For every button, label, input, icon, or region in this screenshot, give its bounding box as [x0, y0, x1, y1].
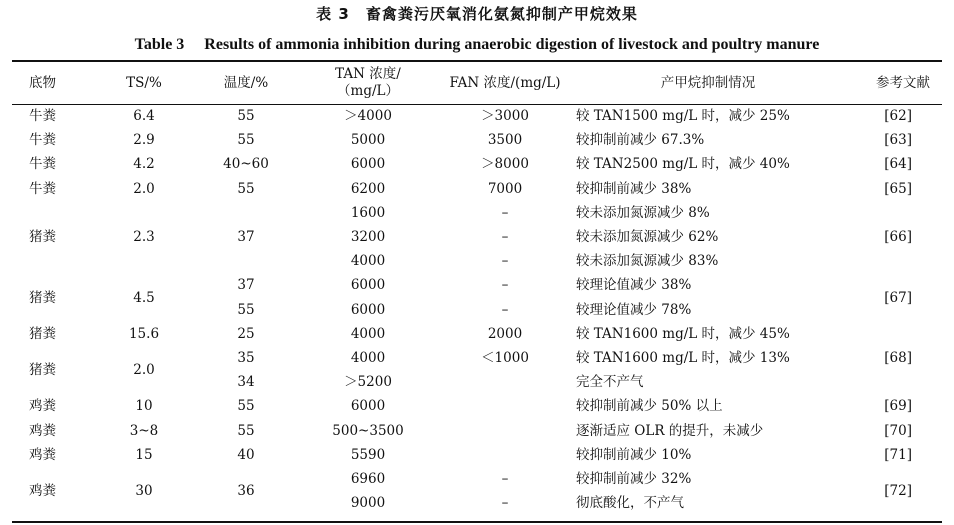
header-tan: [296, 62, 440, 104]
cell-temp: 55: [237, 398, 255, 415]
header-row: [12, 62, 942, 104]
cell-fan: –: [501, 253, 509, 270]
cell-ts: 4.5: [133, 289, 155, 306]
cell-inhibition: 逐渐适应 OLR 的提升，未减少: [576, 422, 764, 439]
cell-substrate: 猪粪: [29, 362, 56, 379]
cell-temp: 34: [237, 374, 255, 391]
cell-ref: [71]: [884, 446, 912, 463]
cell-fan: ＜1000: [481, 349, 529, 366]
cell-tan: 4000: [350, 349, 386, 366]
table-row: [12, 104, 942, 128]
cell-temp: 55: [237, 301, 255, 318]
header-ref: 参考文献: [876, 74, 930, 91]
header-tan-line1: TAN 浓度/: [335, 66, 401, 82]
cell-fan: –: [501, 229, 509, 246]
cell-tan: 6960: [350, 470, 386, 487]
cell-tan: 4000: [350, 253, 386, 270]
cell-ref: [63]: [884, 132, 912, 149]
cell-fan: [440, 443, 570, 467]
cell-inhibition: 完全不产气: [576, 374, 644, 391]
cell-inhibition: 较抑制前减少 67.3%: [576, 132, 705, 149]
cell-ts: 15.6: [128, 325, 160, 342]
cell-inhibition: 较 TAN1500 mg/L 时，减少 25%: [576, 108, 790, 125]
cell-tan: 1600: [350, 204, 386, 221]
cell-ts: 30: [135, 483, 153, 499]
cell-ts: 2.0: [133, 362, 155, 379]
cell-substrate: 猪粪: [29, 325, 56, 342]
cell-ts: 10: [135, 398, 153, 415]
header-fan: FAN 浓度/(mg/L): [449, 74, 561, 91]
cell-temp: 55: [237, 422, 255, 439]
cell-tan: 6000: [350, 277, 386, 294]
cell-substrate: 牛粪: [29, 132, 56, 149]
cell-ref: [62]: [884, 108, 912, 125]
cell-ts: 15: [135, 446, 153, 463]
cell-ts: 6.4: [133, 108, 155, 125]
cell-substrate: 猪粪: [29, 289, 56, 306]
cell-inhibition: 较理论值减少 78%: [576, 301, 692, 318]
header-temp: 温度/%: [223, 74, 269, 91]
cell-ts: 2.9: [133, 132, 155, 149]
table-row: [12, 394, 942, 418]
cell-ts: 2.0: [133, 180, 155, 197]
cell-temp: 55: [237, 132, 255, 149]
cell-temp: 36: [237, 483, 255, 499]
cell-substrate: 猪粪: [29, 229, 56, 246]
cell-fan: [440, 394, 570, 418]
table-row: [12, 273, 942, 297]
cell-ref: [68]: [884, 349, 912, 366]
header-ts: TS/%: [126, 74, 162, 91]
cell-temp: 55: [237, 180, 255, 197]
header-tan-line2: （mg/L）: [337, 83, 399, 99]
cell-temp: 37: [237, 229, 255, 246]
table-row: [12, 418, 942, 442]
cell-tan: 9000: [350, 495, 386, 512]
cell-tan: 6200: [350, 180, 386, 197]
cell-substrate: 牛粪: [29, 180, 56, 197]
cell-temp: 40~60: [223, 156, 269, 173]
cell-fan: 2000: [487, 325, 523, 342]
cell-ref: [66]: [884, 229, 912, 246]
table-row: [12, 322, 942, 346]
cell-inhibition: 较抑制前减少 38%: [576, 180, 692, 197]
cell-tan: 6000: [350, 398, 386, 415]
cell-inhibition: 较 TAN2500 mg/L 时，减少 40%: [576, 156, 790, 173]
table-caption-cn: 表 3 畜禽粪污厌氧消化氨氮抑制产甲烷效果: [316, 5, 638, 23]
cell-fan: ＞3000: [481, 108, 529, 125]
cell-ref: [64]: [884, 156, 912, 173]
cell-fan: [440, 418, 570, 442]
cell-fan: –: [501, 204, 509, 221]
cell-fan: 7000: [487, 180, 523, 197]
cell-inhibition: 较抑制前减少 32%: [576, 470, 692, 487]
cell-inhibition: 彻底酸化，不产气: [576, 495, 684, 512]
header-substrate: 底物: [29, 74, 56, 91]
cell-ts: 3~8: [129, 422, 159, 439]
cell-fan: –: [501, 470, 509, 487]
cell-inhibition: 较 TAN1600 mg/L 时，减少 45%: [576, 325, 790, 342]
table-row: [12, 152, 942, 176]
table-row: [12, 201, 942, 225]
cell-fan: [440, 370, 570, 394]
cell-inhibition: 较未添加氮源减少 62%: [576, 229, 719, 246]
cell-inhibition: 较抑制前减少 10%: [576, 446, 692, 463]
cell-inhibition: 较 TAN1600 mg/L 时，减少 13%: [576, 349, 790, 366]
cell-temp: 35: [237, 349, 255, 366]
table-row: [12, 346, 942, 370]
cell-substrate: 鸡粪: [29, 446, 56, 463]
cell-inhibition: 较未添加氮源减少 83%: [576, 253, 719, 270]
cell-tan: 3200: [350, 229, 386, 246]
cell-substrate: 牛粪: [29, 156, 56, 173]
cell-ref: [67]: [884, 289, 912, 306]
table-row: [12, 443, 942, 467]
cell-inhibition: 较理论值减少 38%: [576, 277, 692, 294]
cell-fan: –: [501, 277, 509, 294]
cell-tan: ＞5200: [344, 374, 392, 391]
cell-ref: [69]: [884, 398, 912, 415]
cell-inhibition: 较未添加氮源减少 8%: [576, 204, 710, 221]
cell-ts: 4.2: [133, 156, 155, 173]
cell-fan: 3500: [487, 132, 523, 149]
cell-substrate: 牛粪: [29, 108, 56, 125]
cell-tan: 5590: [350, 446, 386, 463]
cell-tan: ＞4000: [344, 108, 392, 125]
table-row: [12, 128, 942, 152]
cell-ref: [72]: [884, 483, 912, 499]
cell-ref: [70]: [884, 422, 912, 439]
cell-temp: 25: [237, 325, 255, 342]
table-row: [12, 467, 942, 491]
cell-tan: 500~3500: [332, 422, 404, 439]
table-caption-en: Table 3 Results of ammonia inhibition during anaerobic digestion of livestock and poultry manure: [134, 36, 820, 53]
cell-temp: 37: [237, 277, 255, 294]
cell-substrate: 鸡粪: [29, 483, 56, 499]
cell-temp: 40: [237, 446, 255, 463]
cell-ref: [65]: [884, 180, 912, 197]
cell-temp: 55: [237, 108, 255, 125]
cell-ts: 2.3: [133, 229, 155, 246]
cell-inhibition: 较抑制前减少 50% 以上: [576, 398, 723, 415]
cell-tan: 4000: [350, 325, 386, 342]
cell-fan: –: [501, 495, 509, 512]
cell-fan: –: [501, 301, 509, 318]
cell-fan: ＞8000: [481, 156, 529, 173]
cell-substrate: 鸡粪: [29, 422, 56, 439]
cell-tan: 6000: [350, 301, 386, 318]
cell-tan: 6000: [350, 156, 386, 173]
cell-tan: 5000: [350, 132, 386, 149]
header-inhibition: 产甲烷抑制情况: [660, 74, 756, 91]
bottom-rule: [12, 521, 942, 523]
table-row: [12, 177, 942, 201]
cell-substrate: 鸡粪: [29, 398, 56, 415]
results-table: [12, 62, 942, 515]
